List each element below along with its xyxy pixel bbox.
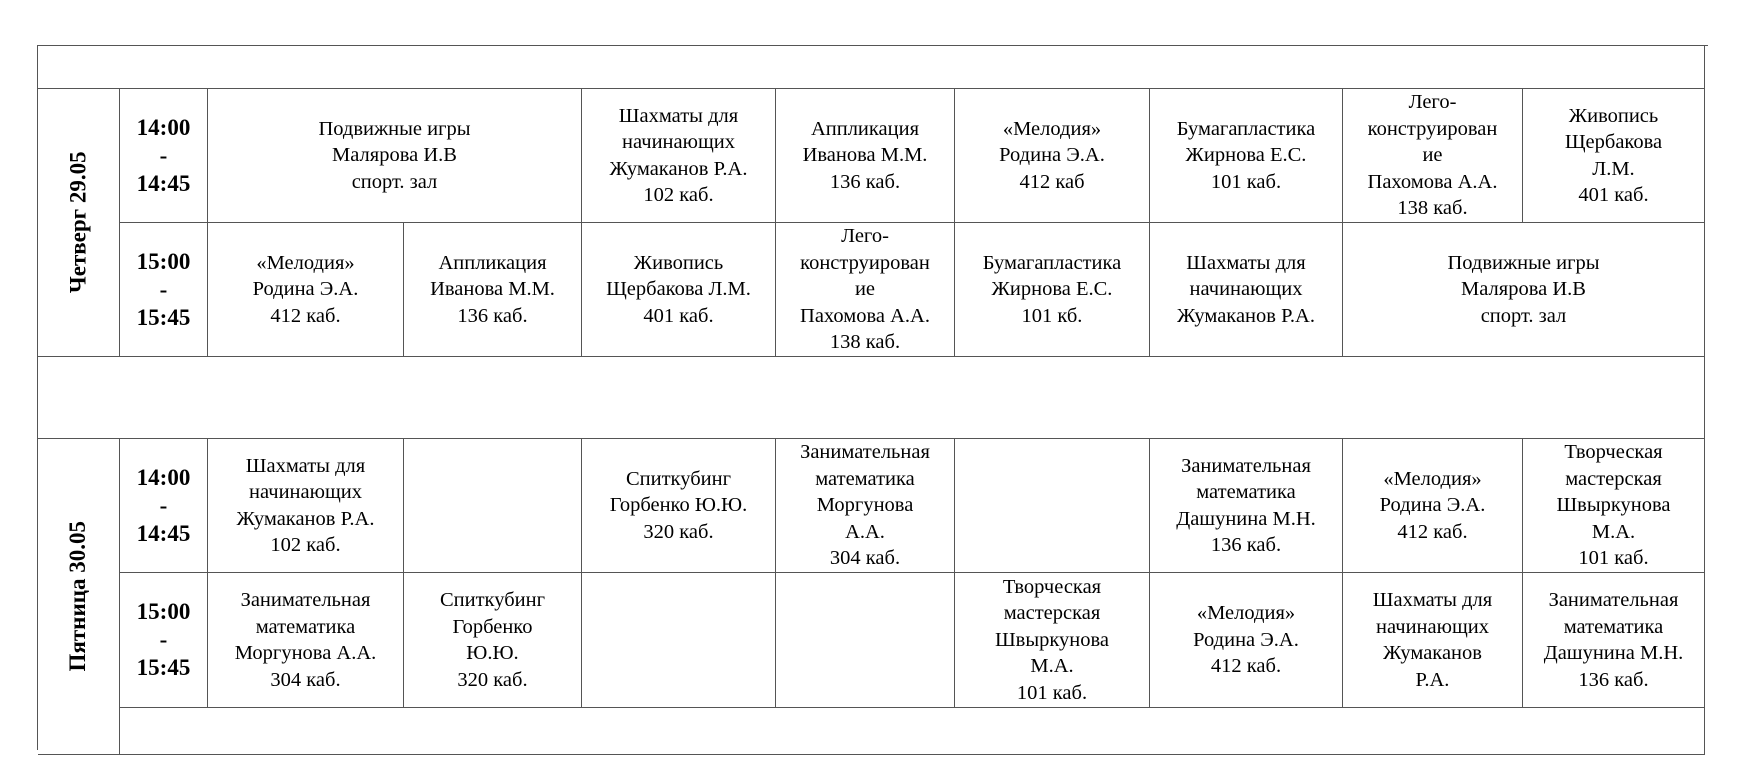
- activity-text: «Мелодия» Родина Э.А. 412 каб: [999, 117, 1105, 193]
- day-label-friday: [38, 439, 120, 755]
- time-text: 15:00 - 15:45: [136, 599, 191, 680]
- activity-cell: [1150, 89, 1343, 223]
- day-label-thursday: [38, 89, 120, 357]
- activity-text: Шахматы для начинающих Жумаканов Р.А. 102 каб.: [236, 454, 375, 556]
- activity-cell: [955, 573, 1150, 708]
- blank-header-row: [38, 46, 1705, 89]
- activity-cell: [955, 223, 1150, 357]
- activity-text: Лего- конструирован ие Пахомова А.А. 138 каб.: [800, 225, 930, 354]
- activity-cell: [404, 223, 582, 357]
- activity-text: Аппликация Иванова М.М. 136 каб.: [802, 117, 928, 193]
- activity-text: Шахматы для начинающих Жумаканов Р.А.: [1372, 589, 1493, 691]
- activity-cell: [404, 573, 582, 708]
- activity-text: Шахматы для начинающих Жумаканов Р.А.: [1177, 251, 1315, 327]
- activity-cell: [582, 89, 776, 223]
- activity-cell: [1343, 89, 1523, 223]
- activity-cell: [582, 439, 776, 573]
- activity-cell: [208, 89, 582, 223]
- activity-text: Спиткубинг Горбенко Ю.Ю. 320 каб.: [609, 467, 748, 543]
- activity-text: Бумагапластика Жирнова Е.С. 101 кб.: [982, 251, 1122, 327]
- schedule-table: [37, 45, 1708, 750]
- time-text: 15:00 - 15:45: [136, 248, 191, 330]
- activity-cell-empty: [582, 573, 776, 708]
- activity-cell: [208, 439, 404, 573]
- activity-cell: [776, 439, 955, 573]
- activity-text: «Мелодия» Родина Э.А. 412 каб.: [1379, 467, 1486, 543]
- activity-text: Бумагапластика Жирнова Е.С. 101 каб.: [1176, 117, 1316, 193]
- activity-cell-empty: [776, 573, 955, 708]
- time-slot-1500: [120, 573, 208, 708]
- activity-cell: [1523, 573, 1705, 708]
- activity-text: Живопись Щербакова Л.М. 401 каб.: [606, 251, 751, 327]
- day-label-text: Пятница 30.05: [65, 521, 91, 672]
- day-label-text: Четверг 29.05: [65, 151, 91, 294]
- activity-cell-empty: [404, 439, 582, 573]
- time-slot-1500: [120, 223, 208, 357]
- activity-cell: [1523, 439, 1705, 573]
- activity-cell: [208, 573, 404, 708]
- blank-spacer-row: [38, 357, 1705, 439]
- activity-text: Творческая мастерская Швыркунова М.А. 101 каб.: [1556, 441, 1671, 570]
- activity-text: Творческая мастерская Швыркунова М.А. 101 каб.: [994, 575, 1110, 704]
- activity-text: «Мелодия» Родина Э.А. 412 каб.: [1193, 602, 1299, 678]
- activity-text: Занимательная математика Моргунова А.А. 304 каб.: [800, 441, 930, 570]
- activity-text: «Мелодия» Родина Э.А. 412 каб.: [252, 251, 359, 327]
- time-text: 14:00 - 14:45: [136, 464, 191, 546]
- activity-cell: [1150, 573, 1343, 708]
- time-text: 14:00 - 14:45: [136, 114, 191, 196]
- activity-text: Подвижные игры Малярова И.В спорт. зал: [318, 117, 471, 193]
- activity-text: Живопись Щербакова Л.М. 401 каб.: [1564, 104, 1663, 206]
- activity-text: Спиткубинг Горбенко Ю.Ю. 320 каб.: [439, 589, 545, 691]
- activity-cell: [582, 223, 776, 357]
- activity-cell: [955, 89, 1150, 223]
- activity-cell: [208, 223, 404, 357]
- activity-cell: [776, 223, 955, 357]
- activity-cell: [1150, 223, 1343, 357]
- activity-text: Лего- конструирован ие Пахомова А.А. 138 каб.: [1367, 91, 1498, 220]
- blank-bottom-row: [120, 708, 1705, 755]
- activity-text: Занимательная математика Дашунина М.Н. 136 каб.: [1543, 589, 1684, 691]
- activity-cell-empty: [955, 439, 1150, 573]
- time-slot-1400: [120, 439, 208, 573]
- activity-text: Занимательная математика Моргунова А.А. 304 каб.: [234, 589, 377, 691]
- activity-text: Занимательная математика Дашунина М.Н. 136 каб.: [1176, 454, 1316, 556]
- activity-cell: [1343, 223, 1705, 357]
- activity-cell: [1523, 89, 1705, 223]
- activity-cell: [1150, 439, 1343, 573]
- activity-text: Аппликация Иванова М.М. 136 каб.: [430, 251, 555, 327]
- activity-text: Подвижные игры Малярова И.В спорт. зал: [1447, 251, 1600, 327]
- time-slot-1400: [120, 89, 208, 223]
- activity-cell: [1343, 439, 1523, 573]
- activity-cell: [776, 89, 955, 223]
- activity-text: Шахматы для начинающих Жумаканов Р.А. 102 каб.: [609, 104, 748, 206]
- activity-cell: [1343, 573, 1523, 708]
